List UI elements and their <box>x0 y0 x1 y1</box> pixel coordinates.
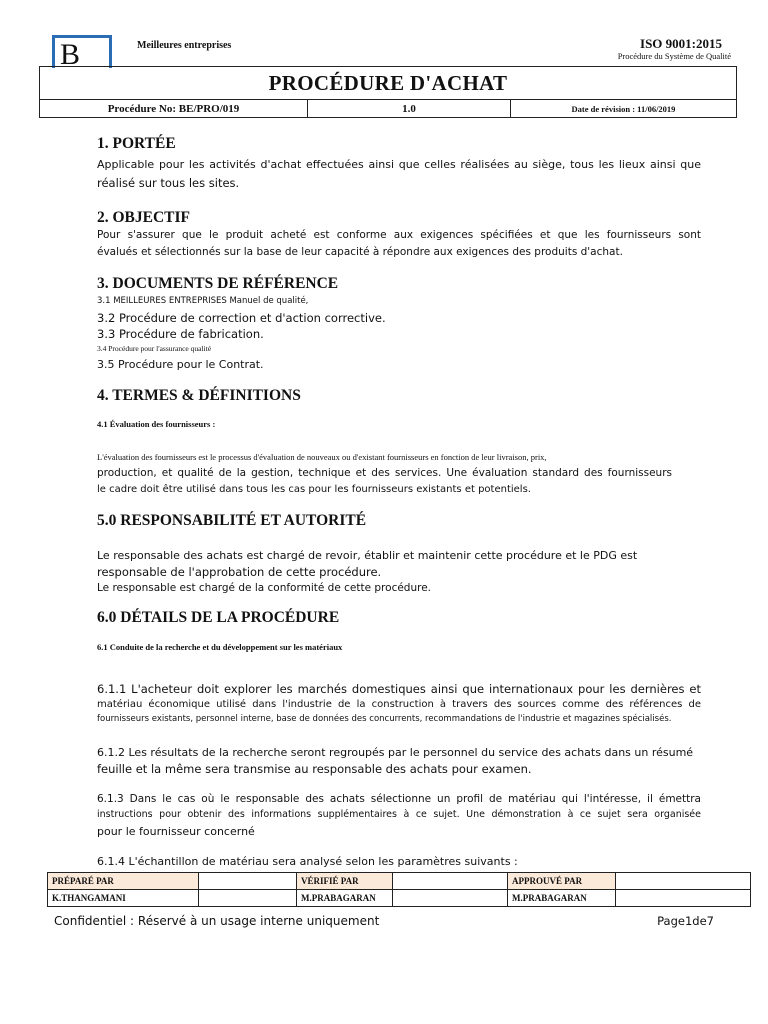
paragraph-line: Le responsable des achats est chargé de revoir, établir et maintenir cette procédure et le PDG est <box>97 549 638 562</box>
prepared-by-label: PRÉPARÉ PAR <box>48 873 199 890</box>
signature-cell <box>199 890 297 907</box>
section-paragraph <box>97 156 701 193</box>
section-paragraph <box>97 682 701 727</box>
document-title-table <box>39 66 737 118</box>
prepared-by-name: K.THANGAMANI <box>48 890 199 907</box>
paragraph-line: 6.1.1 L'acheteur doit explorer les marchés domestiques ainsi que internationaux pour les dernières et <box>97 682 701 696</box>
revision-date: Date de révision : 11/06/2019 <box>511 100 737 118</box>
paragraph-line: Pour s'assurer que le produit acheté est conforme aux exigences spécifiées et que les fournisseurs sont <box>97 229 701 241</box>
section-title: 6.0 DÉTAILS DE LA PROCÉDURE <box>97 609 340 626</box>
signature-table <box>47 872 751 907</box>
quality-system-label: Procédure du Système de Qualité <box>617 51 731 61</box>
procedure-number: Procédure No: BE/PRO/019 <box>40 100 308 118</box>
section-subtitle: 6.1 Conduite de la recherche et du développement sur les matériaux <box>97 642 343 652</box>
section-paragraph <box>97 792 701 841</box>
paragraph-line: instructions pour obtenir des informations supplémentaires à ce sujet. Une démonstration à ce sujet sera organisée <box>97 809 701 820</box>
reference-item: 3.1 MEILLEURES ENTREPRISES Manuel de qualité, <box>97 296 309 306</box>
signature-cell <box>393 873 508 890</box>
paragraph-line: 6.1.4 L'échantillon de matériau sera analysé selon les paramètres suivants : <box>97 855 518 868</box>
paragraph-line: Le responsable est chargé de la conformité de cette procédure. <box>97 582 432 594</box>
paragraph-line: matériau économique utilisé dans l'industrie de la construction à travers des sources comme des références de <box>97 699 701 710</box>
section-title: 5.0 RESPONSABILITÉ ET AUTORITÉ <box>97 512 367 529</box>
section-paragraph <box>97 548 701 596</box>
section-title: 4. TERMES & DÉFINITIONS <box>97 387 301 404</box>
paragraph-line: 6.1.3 Dans le cas où le responsable des achats sélectionne un profil de matériau qui l'intéresse, il émettra <box>97 793 701 805</box>
approved-by-label: APPROUVÉ PAR <box>508 873 616 890</box>
paragraph-line: production, et qualité de la gestion, technique et des services. Une évaluation standard des fournisseurs <box>97 467 672 479</box>
paragraph-line: le cadre doit être utilisé dans tous les cas pour les fournisseurs existants et potentiels. <box>97 484 531 495</box>
version-number: 1.0 <box>308 100 511 118</box>
reference-item: 3.4 Procédure pour l'assurance qualité <box>97 344 212 353</box>
paragraph-line: réalisé sur tous les sites. <box>97 176 240 190</box>
verified-by-label: VÉRIFIÉ PAR <box>297 873 393 890</box>
section-paragraph <box>97 744 701 778</box>
paragraph-line: évalués et sélectionnés sur la base de leur capacité à répondre aux exigences des produits d'achat. <box>97 246 623 258</box>
reference-item: 3.5 Procédure pour le Contrat. <box>97 358 264 371</box>
section-title: 3. DOCUMENTS DE RÉFÉRENCE <box>97 275 339 292</box>
reference-item: 3.2 Procédure de correction et d'action corrective. <box>97 311 386 325</box>
paragraph-line: feuille et la même sera transmise au responsable des achats pour examen. <box>97 762 532 776</box>
document-title: PROCÉDURE D'ACHAT <box>40 67 737 100</box>
section-subtitle: 4.1 Évaluation des fournisseurs : <box>97 419 216 429</box>
paragraph-line: fournisseurs existants, personnel interne, base de données des concurrents, recommandations de l'industrie et magazines spécialisés. <box>97 714 672 724</box>
paragraph-line: 6.1.2 Les résultats de la recherche seront regroupés par le personnel du service des achats dans un résumé <box>97 746 694 759</box>
signature-cell <box>616 890 751 907</box>
paragraph-line: pour le fournisseur concerné <box>97 825 255 838</box>
company-name: Meilleures entreprises <box>137 40 232 51</box>
logo-letter: B <box>60 38 81 71</box>
section-paragraph <box>97 227 701 261</box>
verified-by-name: M.PRABAGARAN <box>297 890 393 907</box>
signature-cell <box>616 873 751 890</box>
section-title: 1. PORTÉE <box>97 135 176 152</box>
company-logo <box>52 35 112 71</box>
reference-item: 3.3 Procédure de fabrication. <box>97 327 264 341</box>
confidentiality-notice: Confidentiel : Réservé à un usage interne uniquement <box>54 914 380 928</box>
section-title: 2. OBJECTIF <box>97 209 191 226</box>
signature-cell <box>393 890 508 907</box>
iso-standard: ISO 9001:2015 <box>640 36 722 51</box>
paragraph-line: responsable de l'approbation de cette procédure. <box>97 565 382 579</box>
approved-by-name: M.PRABAGARAN <box>508 890 616 907</box>
paragraph-line: Applicable pour les activités d'achat effectuées ainsi que celles réalisées au siège, tous les lieux ainsi que <box>97 158 701 171</box>
signature-cell <box>199 873 297 890</box>
paragraph-line: L'évaluation des fournisseurs est le processus d'évaluation de nouveaux ou d'existant fournisseurs en fonction de leur livraison, prix, <box>97 452 547 462</box>
page-number: Page1de7 <box>657 914 714 928</box>
